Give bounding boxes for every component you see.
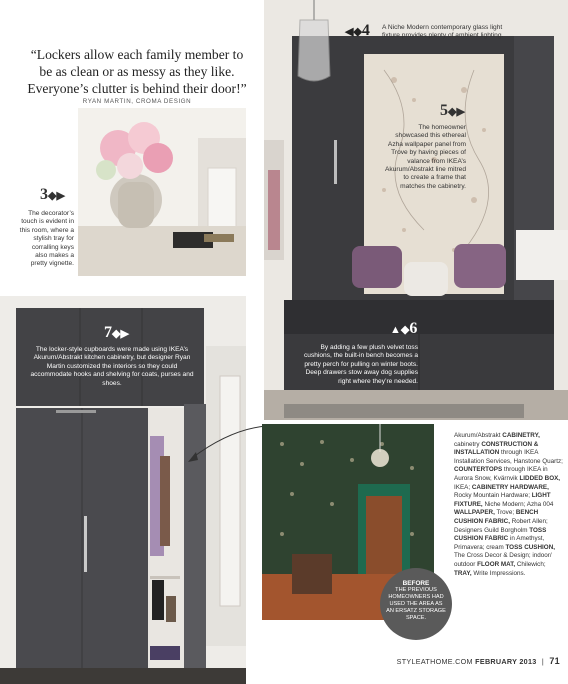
footer-site: STYLEATHOME.COM	[396, 657, 473, 666]
callout-3-number: 3◆▶	[40, 186, 65, 203]
before-badge-title: BEFORE	[402, 580, 430, 587]
callout-7-number: 7◆▶	[104, 324, 129, 341]
photo-flowers-vignette	[78, 108, 246, 276]
before-badge-text: THE PREVIOUS HOMEOWNERS HAD USED THE AREA AS AN ERSATZ STORAGE SPACE.	[386, 587, 446, 621]
source-item: Niche Modern; Azha 004 WALLPAPER,	[454, 500, 554, 517]
source-item: Write Impressions.	[473, 569, 526, 577]
source-item: IKEA; CABINETRY HARDWARE,	[454, 483, 549, 491]
source-item: Trove; BENCH CUSHION FABRIC,	[454, 509, 539, 525]
callout-7-text: The locker-style cupboards were made using IKEA’s Akurum/Abstrakt kitchen cabinetry, but designer Ryan Martin customized the interiors so they could accommodate hooks and shelving for coats, purses and shoes.	[30, 346, 194, 387]
source-item: Chilewich; TRAY,	[454, 560, 546, 577]
source-item: Robert Allen; Designers Guild Borgholm TOSS CUSHION FABRIC	[454, 517, 548, 543]
footer-page-number: 71	[549, 656, 560, 666]
footer-issue: FEBRUARY 2013	[475, 657, 537, 666]
pull-quote: “Lockers allow each family member to be as clean or as messy as they like. Everyone’s clutter is behind their door!”	[27, 47, 247, 96]
footer-divider: |	[541, 657, 545, 666]
source-item: through IKEA Installation Services, Hanstone Quartz; COUNTERTOPS	[454, 449, 563, 474]
source-item: Rocky Mountain Hardware; LIGHT FIXTURE,	[454, 492, 551, 508]
callout-4-text: A Niche Modern contemporary glass light fixture provides plenty of ambient lighting.	[382, 24, 504, 40]
source-item: Akurum/Abstrakt CABINETRY,	[454, 432, 540, 439]
callout-6-text: By adding a few plush velvet toss cushions, the built-in bench becomes a pretty perch for pulling on winter boots. Deep drawers stow away dog supplies right where they’re needed.	[304, 344, 418, 385]
sources-list	[454, 432, 564, 578]
callout-4-number: ◀◆4	[345, 22, 370, 39]
callout-5-number: 5◆▶	[440, 102, 465, 119]
callout-3-text: The decorator’s touch is evident in this room, where a stylish tray for corralling keys also makes a pretty vignette.	[19, 210, 74, 268]
callout-6-number: ▲◆6	[390, 320, 418, 337]
before-badge	[380, 568, 452, 640]
source-item: The Cross Decor & Design; indoor/ outdoor FLOOR MAT,	[454, 552, 552, 568]
source-item: through IKEA in Aurora Snow, Kvärnvik LIDDED BOX,	[454, 466, 561, 482]
source-item: in Amethyst, Primavera; cream TOSS CUSHION,	[454, 535, 556, 551]
callout-5-text: The homeowner showcased this ethereal Azha wallpaper panel from Trove by having pieces of valance from IKEA’s Akurum/Abstrakt line mitred to create a frame that matches the cabinetry.	[385, 124, 466, 190]
source-item: cabinetry CONSTRUCTION & INSTALLATION	[454, 440, 539, 457]
pull-quote-credit: RYAN MARTIN, CROMA DESIGN	[82, 98, 192, 105]
flowers-illustration	[78, 108, 246, 276]
page-footer	[390, 656, 560, 666]
